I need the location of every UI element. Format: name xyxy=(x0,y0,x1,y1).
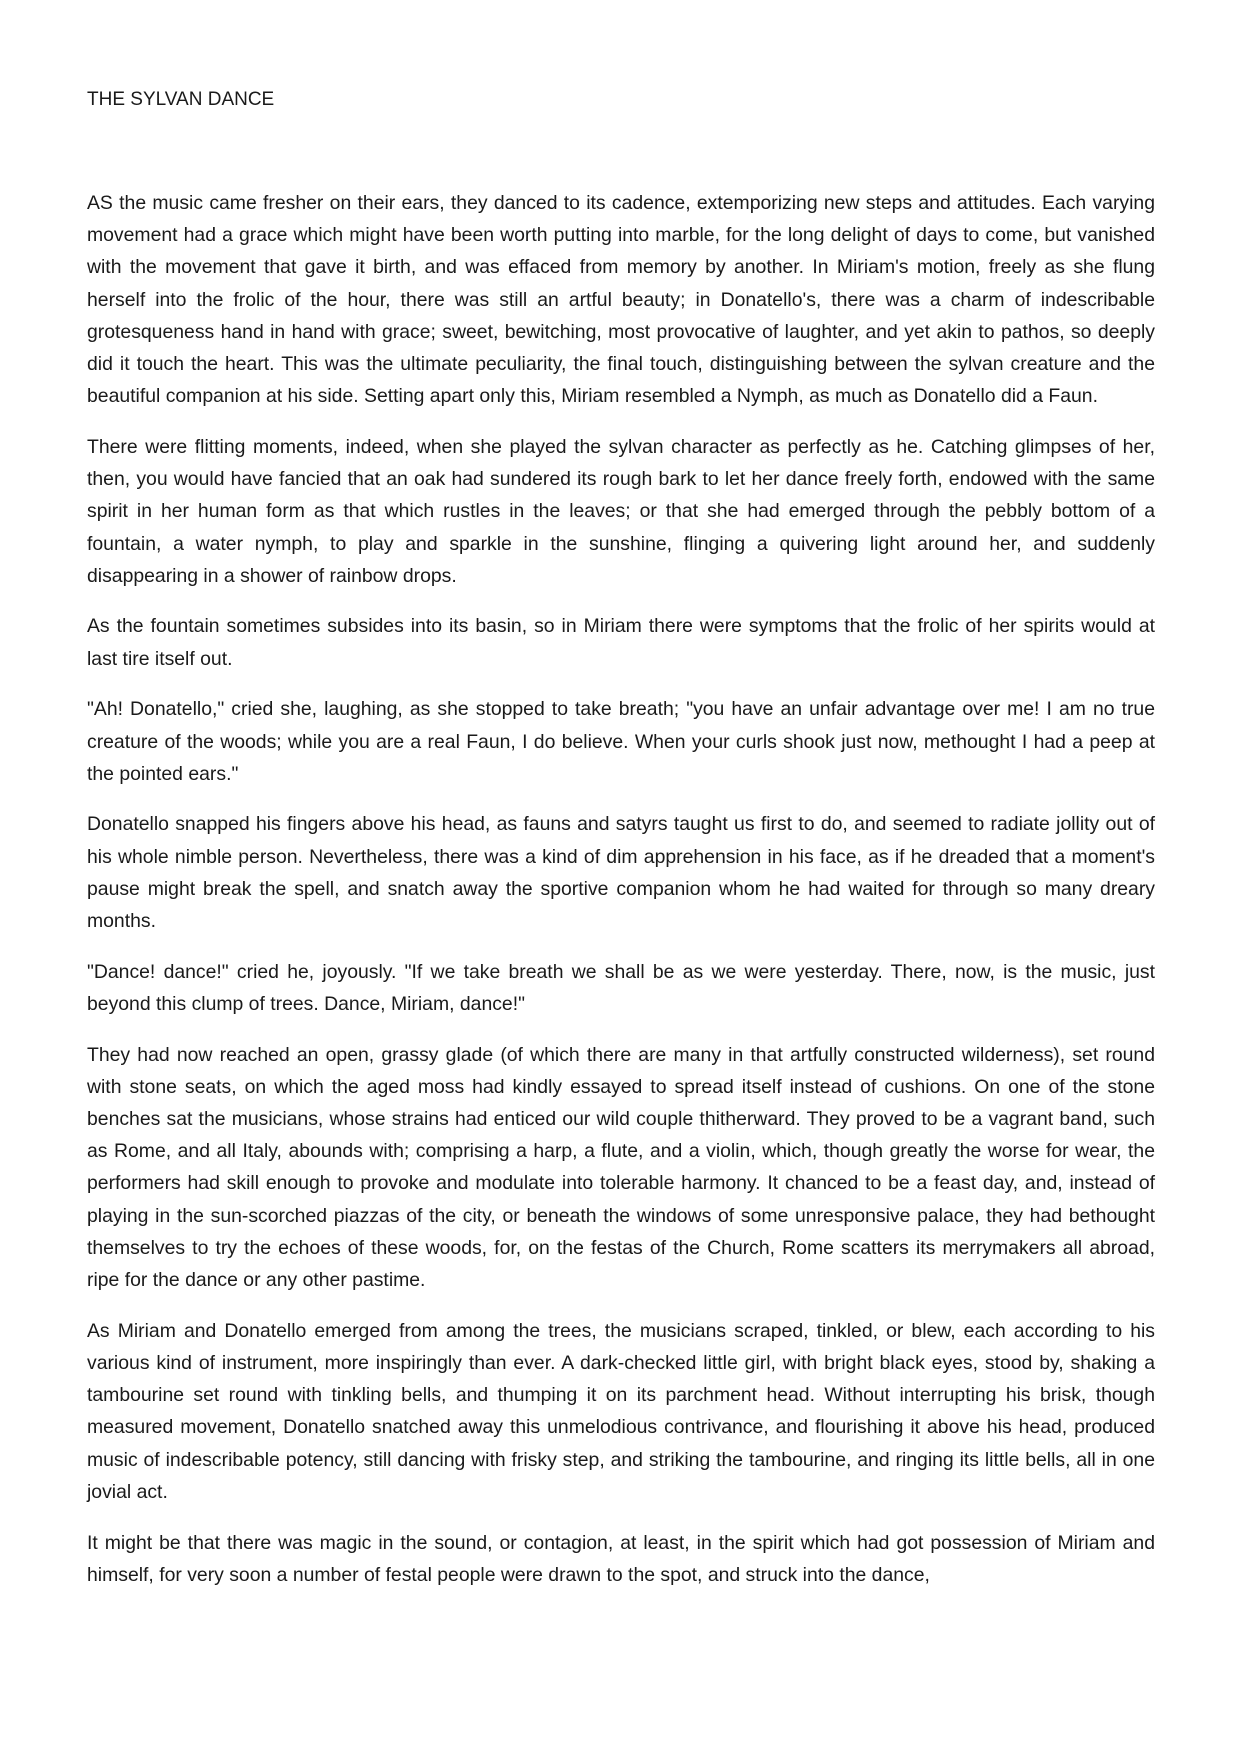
paragraph-3: As the fountain sometimes subsides into its basin, so in Miriam there were symptoms that the frolic of her spirits would at last tire itself out. xyxy=(87,615,1155,670)
page-title: THE SYLVAN DANCE xyxy=(87,89,275,110)
document-page xyxy=(87,84,1155,1609)
paragraph-7: They had now reached an open, grassy glade (of which there are many in that artfully constructed wilderness), set round with stone seats, on which the aged moss had kindly essayed to spread itself instead of cushions. On one of the stone benches sat the musicians, whose strains had enticed our wild couple thitherward. They proved to be a vagrant band, such as Rome, and all Italy, abounds with; comprising a harp, a flute, and a violin, which, though greatly the worse for wear, the performers had skill enough to provoke and modulate into tolerable harmony. It chanced to be a feast day, and, instead of playing in the sun-scorched piazzas of the city, or beneath the windows of some unresponsive palace, they had bethought themselves to try the echoes of these woods, for, on the festas of the Church, Rome scatters its merrymakers all abroad, ripe for the dance or any other pastime. xyxy=(87,1043,1155,1292)
paragraph-6: "Dance! dance!" cried he, joyously. "If we take breath we shall be as we were yesterday. There, now, is the music, just beyond this clump of trees. Dance, Miriam, dance!" xyxy=(87,960,1155,1015)
paragraph-8: As Miriam and Donatello emerged from among the trees, the musicians scraped, tinkled, or blew, each according to his various kind of instrument, more inspiringly than ever. A dark-checked little girl, with bright black eyes, stood by, shaking a tambourine set round with tinkling bells, and thumping it on its parchment head. Without interrupting his brisk, though measured movement, Donatello snatched away this unmelodious contrivance, and flourishing it above his head, produced music of indescribable potency, still dancing with frisky step, and striking the tambourine, and ringing its little bells, all in one jovial act. xyxy=(87,1319,1155,1503)
paragraph-4: "Ah! Donatello," cried she, laughing, as she stopped to take breath; "you have an unfair advantage over me! I am no true creature of the woods; while you are a real Faun, I do believe. When your curls shook just now, methought I had a peep at the pointed ears." xyxy=(87,698,1155,785)
paragraph-2: There were flitting moments, indeed, when she played the sylvan character as perfectly as he. Catching glimpses of her, then, you would have fancied that an oak had sundered its rough bark to let her dance freely forth, endowed with the same spirit in her human form as that which rustles in the leaves; or that she had emerged through the pebbly bottom of a fountain, a water nymph, to play and sparkle in the sunshine, flinging a quivering light around her, and suddenly disappearing in a shower of rainbow drops. xyxy=(87,435,1155,587)
paragraph-9: It might be that there was magic in the sound, or contagion, at least, in the spirit which had got possession of Miriam and himself, for very soon a number of festal people were drawn to the spot, and struck into the dance, xyxy=(87,1531,1155,1586)
paragraph-5: Donatello snapped his fingers above his head, as fauns and satyrs taught us first to do, and seemed to radiate jollity out of his whole nimble person. Nevertheless, there was a kind of dim apprehension in his face, as if he dreaded that a moment's pause might break the spell, and snatch away the sportive companion whom he had waited for through so many dreary months. xyxy=(87,813,1155,933)
paragraph-1: AS the music came fresher on their ears, they danced to its cadence, extemporizing new steps and attitudes. Each varying movement had a grace which might have been worth putting into marble, for the long delight of days to come, but vanished with the movement that gave it birth, and was effaced from memory by another. In Miriam's motion, freely as she flung herself into the frolic of the hour, there was still an artful beauty; in Donatello's, there was a charm of indescribable grotesqueness hand in hand with grace; sweet, bewitching, most provocative of laughter, and yet akin to pathos, so deeply did it touch the heart. This was the ultimate peculiarity, the final touch, distinguishing between the sylvan creature and the beautiful companion at his side. Setting apart only this, Miriam resembled a Nymph, as much as Donatello did a Faun. xyxy=(87,192,1155,408)
